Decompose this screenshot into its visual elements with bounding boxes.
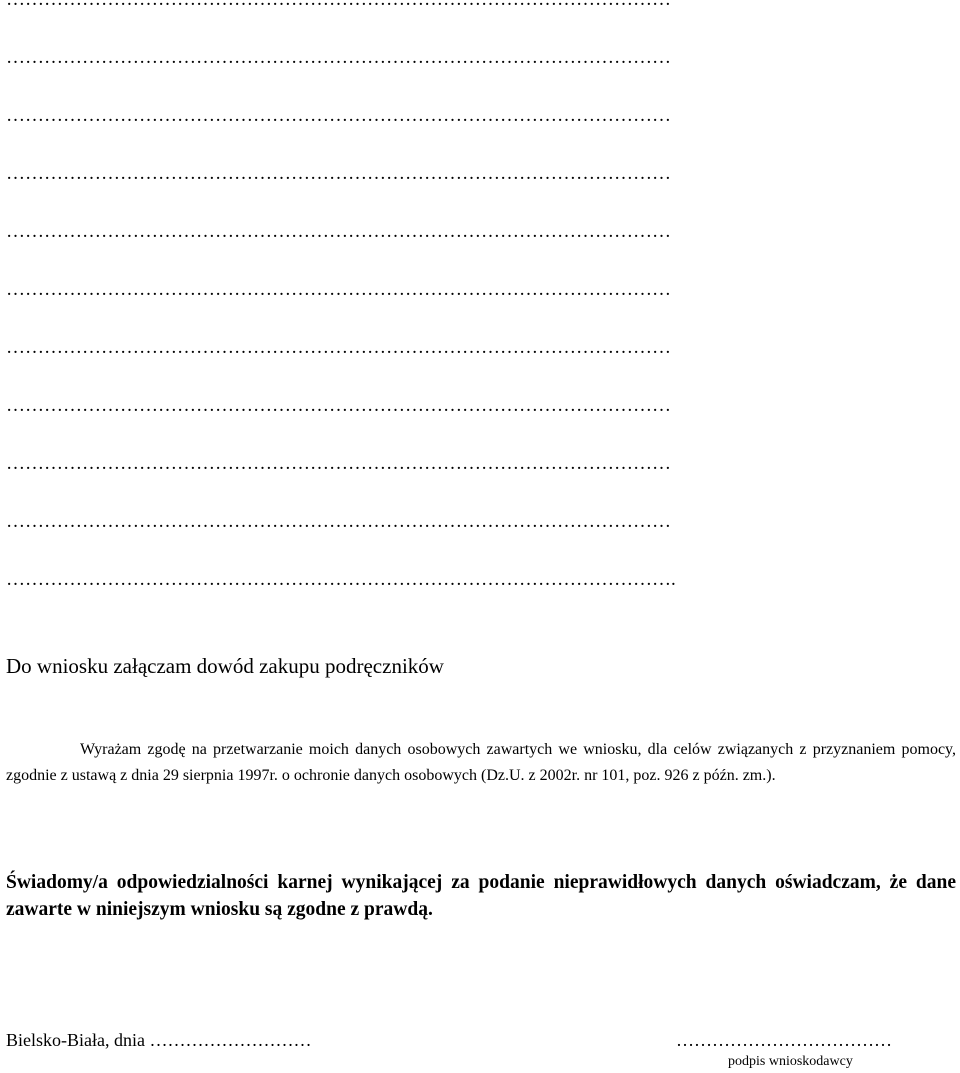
dotted-line-6[interactable]: …………………………………………………………………………………………… xyxy=(6,280,671,300)
dotted-line-5[interactable]: …………………………………………………………………………………………… xyxy=(6,222,671,242)
dotted-line-7[interactable]: …………………………………………………………………………………………… xyxy=(6,338,671,358)
dotted-line-9[interactable]: …………………………………………………………………………………………… xyxy=(6,454,671,474)
signature-caption: podpis wnioskodawcy xyxy=(728,1054,853,1069)
declaration-paragraph: Świadomy/a odpowiedzialności karnej wynikającej za podanie nieprawidłowych danych oświadczam, że dane zawarte w niniejszym wniosku są zgodne z prawdą. xyxy=(6,872,956,920)
place-date-field[interactable]: Bielsko-Biała, dnia ……………………… xyxy=(6,1030,312,1050)
attachment-statement: Do wniosku załączam dowód zakupu podręczników xyxy=(6,654,444,678)
dotted-line-1[interactable] xyxy=(6,0,946,10)
signature-line[interactable]: ……………………………… xyxy=(676,1030,892,1050)
dotted-line-3[interactable]: …………………………………………………………………………………………… xyxy=(6,106,671,126)
dotted-line-8[interactable]: …………………………………………………………………………………………… xyxy=(6,396,671,416)
dotted-line-2[interactable]: …………………………………………………………………………………………… xyxy=(6,48,671,68)
dotted-line-10[interactable]: …………………………………………………………………………………………… xyxy=(6,512,671,532)
consent-paragraph: Wyrażam zgodę na przetwarzanie moich danych osobowych zawartych we wniosku, dla celów związanych z przyznaniem pomocy, zgodnie z ustawą z dnia 29 sierpnia 1997r. o ochronie danych osobowych (Dz.U. z 2002r. nr 101, poz. 926 z późn. zm.). xyxy=(6,741,956,784)
dotted-line-11[interactable]: ……………………………………………………………………………………………. xyxy=(6,570,676,590)
dotted-line-4[interactable]: …………………………………………………………………………………………… xyxy=(6,164,671,184)
